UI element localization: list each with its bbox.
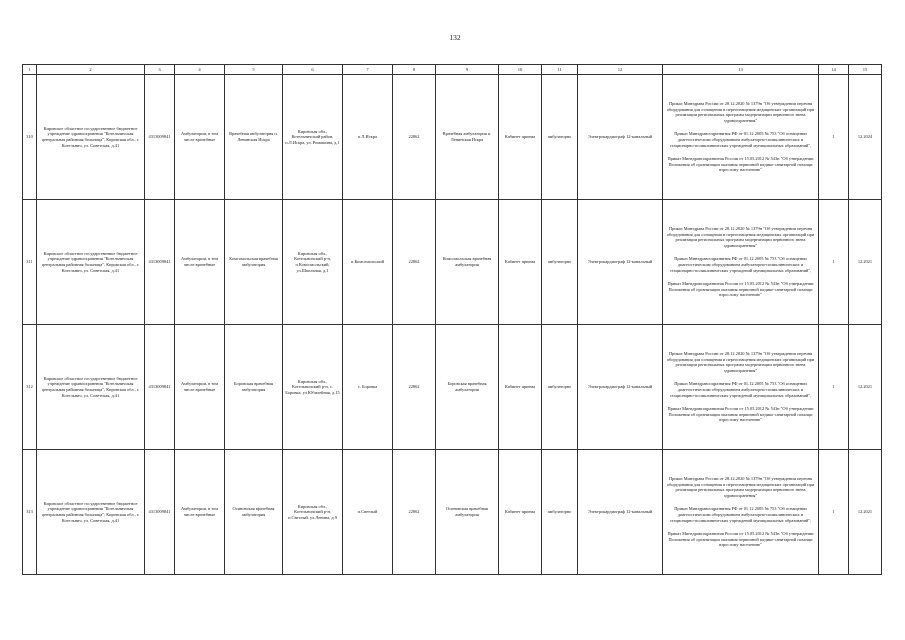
regulation-text: Приказ Минздрава России от 28.12.2020 № 1379н "Об утверждении перечня оборудования для оснащения и переоснащения медицинских организаций при реализации региональных программ модернизации первичного звена здравоохранения" bbox=[666, 226, 815, 248]
code-cell: 22862 bbox=[393, 450, 436, 575]
header-cell: 9 bbox=[436, 65, 499, 75]
regulation-text: Приказ Минздравсоцразвития РФ от 01.12.2005 № 753 "Об оснащении диагностическим оборудованием амбулаторно-поликлинических и стационарно-поликлинических учреждений муниципальных образований", bbox=[669, 131, 812, 148]
page-number: 132 bbox=[449, 33, 461, 42]
department-cell: Комсомольская врачебная амбулатория bbox=[436, 200, 499, 325]
row-number-cell: 311 bbox=[23, 200, 37, 325]
address-cell: Кировская обл., Котельничский р-н, п.Комсомольский, ул.Школьная, д.1 bbox=[283, 200, 343, 325]
quantity-cell: 1 bbox=[819, 200, 849, 325]
equipment-cell: Электрокардиограф 12-канальный bbox=[578, 325, 663, 450]
regulation-text: Приказ Минздравсоцразвития РФ от 01.12.2005 № 753 "Об оснащении диагностическим оборудованием амбулаторно-поликлинических и стационарно-поликлинических учреждений муниципальных образований", bbox=[669, 506, 812, 523]
organization-cell: Кировское областное государственное бюджетное учреждение здравоохранения "Котельничская центральная районная больница", Кировская обл., г. Котельнич, ул. Советская, д.41 bbox=[37, 200, 145, 325]
date-cell: 12.2021 bbox=[849, 325, 882, 450]
locality-cell: с. Боровка bbox=[343, 325, 393, 450]
header-cell: 15 bbox=[849, 65, 882, 75]
regulation-cell bbox=[663, 75, 819, 200]
department-cell: Боровская врачебная амбулатория bbox=[436, 325, 499, 450]
department-cell: Врачебная амбулатория п. Ленинская Искра bbox=[436, 75, 499, 200]
facility-name-cell: Боровская врачебная амбулатория bbox=[225, 325, 283, 450]
header-cell: 11 bbox=[542, 65, 578, 75]
regulation-text: Приказ Минздравсоцразвития России от 15.05.2012 № 543н "Об утверждении Положения об организации оказания первичной медико-санитарной помощи взрослому населению" bbox=[667, 406, 814, 423]
row-number-cell: 313 bbox=[23, 450, 37, 575]
equipment-cell: Электрокардиограф 12-канальный bbox=[578, 75, 663, 200]
regulation-cell bbox=[663, 200, 819, 325]
organization-cell: Кировское областное государственное бюджетное учреждение здравоохранения "Котельничская центральная районная больница", Кировская обл., г. Котельнич, ул. Советская, д.41 bbox=[37, 325, 145, 450]
regulation-text: Приказ Минздрава России от 28.12.2020 № 1379н "Об утверждении перечня оборудования для оснащения и переоснащения медицинских организаций при реализации региональных программ модернизации первичного звена здравоохранения" bbox=[666, 476, 815, 498]
code-cell: 22862 bbox=[393, 200, 436, 325]
room-cell: Кабинет приема bbox=[499, 75, 542, 200]
facility-name-cell: Осиновская врачебная амбулатория bbox=[225, 450, 283, 575]
date-cell: 12.2024 bbox=[849, 75, 882, 200]
header-cell: 12 bbox=[578, 65, 663, 75]
header-cell: 2 bbox=[37, 65, 145, 75]
header-cell: 6 bbox=[283, 65, 343, 75]
header-cell: 7 bbox=[343, 65, 393, 75]
regulation-cell bbox=[663, 450, 819, 575]
date-cell: 12.2021 bbox=[849, 200, 882, 325]
address-cell: Кировская обл., Котельничский р-н, с. Боровка, ул.Юбилейная, д.15 bbox=[283, 325, 343, 450]
header-cell: 8 bbox=[393, 65, 436, 75]
regulation-text: Приказ Минздрава России от 28.12.2020 № 1379н "Об утверждении перечня оборудования для оснащения и переоснащения медицинских организаций при реализации региональных программ модернизации первичного звена здравоохранения" bbox=[666, 101, 815, 123]
facility-type-cell: Амбулатории, в том числе врачебные bbox=[175, 75, 225, 200]
header-cell: 4 bbox=[175, 65, 225, 75]
regulation-text: Приказ Минздравсоцразвития России от 15.05.2012 № 543н "Об утверждении Положения об организации оказания первичной медико-санитарной помощи взрослому населению" bbox=[667, 156, 814, 173]
equipment-cell: Электрокардиограф 12-канальный bbox=[578, 200, 663, 325]
regulation-text: Приказ Минздрава России от 28.12.2020 № 1379н "Об утверждении перечня оборудования для оснащения и переоснащения медицинских организаций при реализации региональных программ модернизации первичного звена здравоохранения" bbox=[666, 351, 815, 373]
facility-type-cell: Амбулатории, в том числе врачебные bbox=[175, 450, 225, 575]
organization-cell: Кировское областное государственное бюджетное учреждение здравоохранения "Котельничская центральная районная больница", Кировская обл., г. Котельнич, ул. Советская, д.41 bbox=[37, 75, 145, 200]
inn-cell: 4313009841 bbox=[145, 325, 175, 450]
regulation-text: Приказ Минздравсоцразвития РФ от 01.12.2005 № 753 "Об оснащении диагностическим оборудованием амбулаторно-поликлинических и стационарно-поликлинических учреждений муниципальных образований", bbox=[669, 256, 812, 273]
facility-type-cell: Амбулатории, в том числе врачебные bbox=[175, 325, 225, 450]
care-form-cell: амбулаторно bbox=[542, 75, 578, 200]
table-row bbox=[23, 325, 882, 450]
care-form-cell: амбулаторно bbox=[542, 325, 578, 450]
facility-name-cell: Комсомольская врачебная амбулатория bbox=[225, 200, 283, 325]
date-cell: 12.2021 bbox=[849, 450, 882, 575]
regulation-text: Приказ Минздравсоцразвития РФ от 01.12.2005 № 753 "Об оснащении диагностическим оборудованием амбулаторно-поликлинических и стационарно-поликлинических учреждений муниципальных образований", bbox=[669, 381, 812, 398]
table-row bbox=[23, 75, 882, 200]
header-cell: 14 bbox=[819, 65, 849, 75]
equipment-table bbox=[22, 64, 882, 575]
inn-cell: 4313009841 bbox=[145, 75, 175, 200]
regulation-text: Приказ Минздравсоцразвития России от 15.05.2012 № 543н "Об утверждении Положения об организации оказания первичной медико-санитарной помощи взрослому населению" bbox=[667, 531, 814, 548]
inn-cell: 4313009841 bbox=[145, 450, 175, 575]
table-row bbox=[23, 200, 882, 325]
facility-type-cell: Амбулатории, в том числе врачебные bbox=[175, 200, 225, 325]
table-row bbox=[23, 450, 882, 575]
regulation-text: Приказ Минздравсоцразвития России от 15.05.2012 № 543н "Об утверждении Положения об организации оказания первичной медико-санитарной помощи взрослому населению" bbox=[667, 281, 814, 298]
facility-name-cell: Врачебная амбулатория п. Ленинская Искра bbox=[225, 75, 283, 200]
header-cell: 1 bbox=[23, 65, 37, 75]
address-cell: Кировская обл., Котельничский р-н, п.Светлый, ул.Ленина, д.9 bbox=[283, 450, 343, 575]
header-cell: 3 bbox=[145, 65, 175, 75]
locality-cell: п.Светлый bbox=[343, 450, 393, 575]
inn-cell: 4313009841 bbox=[145, 200, 175, 325]
care-form-cell: амбулаторно bbox=[542, 200, 578, 325]
row-number-cell: 310 bbox=[23, 75, 37, 200]
header-cell: 5 bbox=[225, 65, 283, 75]
code-cell: 22862 bbox=[393, 75, 436, 200]
quantity-cell: 1 bbox=[819, 75, 849, 200]
header-row bbox=[23, 65, 882, 75]
equipment-cell: Электрокардиограф 12-канальный bbox=[578, 450, 663, 575]
organization-cell: Кировское областное государственное бюджетное учреждение здравоохранения "Котельничская центральная районная больница", Кировская обл., г. Котельнич, ул. Советская, д.41 bbox=[37, 450, 145, 575]
locality-cell: п.Л.Искра bbox=[343, 75, 393, 200]
department-cell: Осиновская врачебная амбулатория bbox=[436, 450, 499, 575]
locality-cell: п.Комсомольский bbox=[343, 200, 393, 325]
care-form-cell: амбулаторно bbox=[542, 450, 578, 575]
header-cell: 13 bbox=[663, 65, 819, 75]
room-cell: Кабинет приема bbox=[499, 200, 542, 325]
address-cell: Кировская обл., Котельничский район, п.Л.Искра, ул. Ромашина, д.1 bbox=[283, 75, 343, 200]
quantity-cell: 1 bbox=[819, 450, 849, 575]
code-cell: 22862 bbox=[393, 325, 436, 450]
room-cell: Кабинет приема bbox=[499, 450, 542, 575]
header-cell: 10 bbox=[499, 65, 542, 75]
row-number-cell: 312 bbox=[23, 325, 37, 450]
quantity-cell: 1 bbox=[819, 325, 849, 450]
room-cell: Кабинет приема bbox=[499, 325, 542, 450]
regulation-cell bbox=[663, 325, 819, 450]
